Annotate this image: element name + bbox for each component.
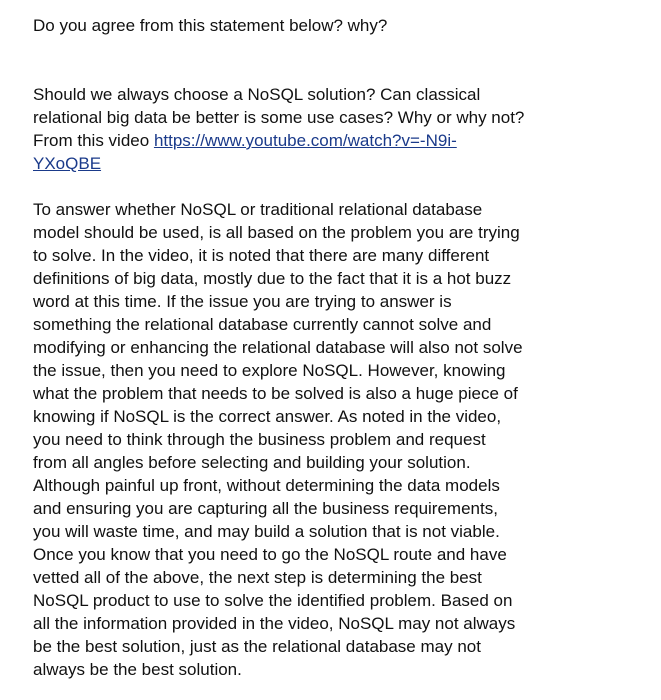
answer-line: Once you know that you need to go the NoSQL route and have <box>33 545 507 564</box>
document <box>33 14 633 681</box>
answer-line: knowing if NoSQL is the correct answer. As noted in the video, <box>33 407 502 426</box>
prompt-link-intro: From this video <box>33 131 154 150</box>
answer-line: you need to think through the business problem and request <box>33 430 486 449</box>
answer-line: NoSQL product to use to solve the identified problem. Based on <box>33 591 513 610</box>
answer-line: and ensuring you are capturing all the business requirements, <box>33 499 498 518</box>
answer-line: what the problem that needs to be solved is also a huge piece of <box>33 384 518 403</box>
answer-paragraph <box>33 198 633 681</box>
answer-line: definitions of big data, mostly due to the fact that it is a hot buzz <box>33 269 512 288</box>
answer-line: always be the best solution. <box>33 660 242 679</box>
answer-line: model should be used, is all based on the problem you are trying <box>33 223 520 242</box>
answer-line: something the relational database currently cannot solve and <box>33 315 492 334</box>
answer-line: modifying or enhancing the relational database will also not solve <box>33 338 523 357</box>
answer-line: Although painful up front, without determining the data models <box>33 476 500 495</box>
answer-line: all the information provided in the video, NoSQL may not always <box>33 614 516 633</box>
answer-line: vetted all of the above, the next step is determining the best <box>33 568 482 587</box>
answer-line: from all angles before selecting and building your solution. <box>33 453 471 472</box>
answer-line: word at this time. If the issue you are trying to answer is <box>33 292 452 311</box>
answer-line: you will waste time, and may build a solution that is not viable. <box>33 522 500 541</box>
video-link-part: YXoQBE <box>33 154 102 173</box>
prompt-line: relational big data be better is some use cases? Why or why not? <box>33 108 525 127</box>
answer-line: to solve. In the video, it is noted that there are many different <box>33 246 490 265</box>
question-heading: Do you agree from this statement below? why? <box>33 16 388 35</box>
answer-line: be the best solution, just as the relational database may not <box>33 637 481 656</box>
prompt-line: Should we always choose a NoSQL solution? Can classical <box>33 85 481 104</box>
answer-line: To answer whether NoSQL or traditional relational database <box>33 200 483 219</box>
prompt-paragraph <box>33 83 633 175</box>
answer-line: the issue, then you need to explore NoSQL. However, knowing <box>33 361 506 380</box>
video-link-part: https://www.youtube.com/watch?v=-N9i- <box>153 131 457 150</box>
